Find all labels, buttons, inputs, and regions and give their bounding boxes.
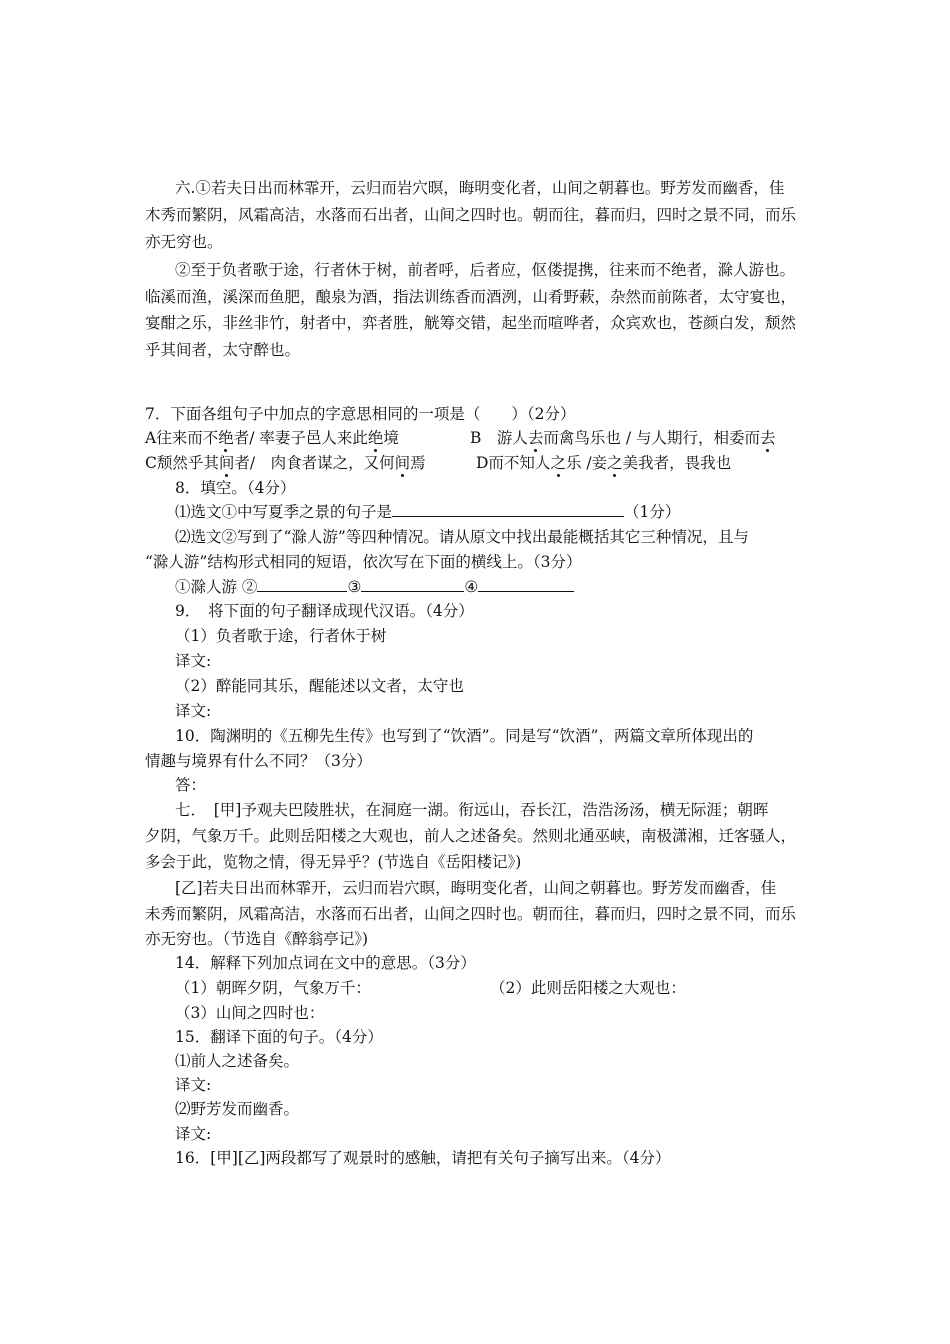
dotted-char: 去 [759,429,776,447]
dotted-char: 绝 [367,429,384,447]
s6-p2-line1: ②至于负者歌于途，行者休于树，前者呼，后者应，伛偻提携，往来而不绝者，滁人游也。 [175,261,796,279]
q15-translation2-label: 译文: [175,1125,212,1143]
q15-sentence1: ⑴前人之述备矣。 [175,1052,300,1070]
q7-option-d: D而不知人之乐 /妾之美我者，畏我也 [476,454,732,472]
q9-translation2-label: 译文: [175,702,212,720]
q10-answer-label: 答： [175,776,207,794]
q7-option-a: A往来而不绝者/ 率妻子邑人来此绝境 [145,429,399,447]
q8-title: 8．填空。（4分） [175,479,296,497]
dotted-char: 间 [218,454,235,472]
s6-p1-line2: 木秀而繁阴，风霜高洁，水落而石出者，山间之四时也。朝而往，暮而归，四时之景不同，而乐 [145,206,797,224]
dotted-char: 去 [527,429,544,447]
dotted-char: 绝 [218,429,234,447]
s6-p2-line3: 宴酣之乐，非丝非竹，射者中，弈者胜，觥筹交错，起坐而喧哗者，众宾欢也，苍颜白发，颓然 [145,314,797,332]
q14-item1: （1）朝晖夕阴，气象万千： [175,979,371,997]
dotted-char: 之 [607,454,623,472]
q8-line3: “滁人游”结构形式相同的短语，依次写在下面的横线上。（3分） [145,553,582,571]
q7-option-c: C颓然乎其间者/ 肉食者谋之，又何间焉 [145,454,426,472]
q14-title: 14．解释下列加点词在文中的意思。（3分） [175,954,476,972]
q8-line2: ⑵选文②写到了“滁人游”等四种情况。请从原文中找出最能概括其它三种情况，且与 [175,528,749,546]
s7-line6: 亦无穷也。（节选自《醉翁亭记》) [145,930,369,948]
q8-line1: ⑴选文①中写夏季之景的句子是 （1分） [175,503,681,521]
q10-line1: 10．陶渊明的《五柳先生传》也写到了“饮酒”。同是写“饮酒”，两篇文章所体现出的 [175,727,754,745]
s6-p2-line4: 乎其间者，太守醉也。 [145,341,301,359]
q9-translation1-label: 译文: [175,652,212,670]
answer-blank[interactable] [478,577,574,592]
s7-line5: 未秀而繁阴，风霜高洁，水落而石出者，山间之四时也。朝而往，暮而归，四时之景不同，而乐 [145,905,797,923]
s7-line3: 多会于此，览物之情，得无异乎？(节选自《岳阳楼记》) [145,853,522,871]
q15-translation1-label: 译文: [175,1076,212,1094]
answer-blank[interactable] [392,502,624,517]
q7-option-b: B 游人去而禽鸟乐也 / 与人期行，相委而去 [470,429,776,447]
s6-p1-line1: 六.①若夫日出而林霏开，云归而岩穴暝，晦明变化者，山间之朝暮也。野芳发而幽香，佳 [175,179,785,197]
s6-p1-line3: 亦无穷也。 [145,233,223,251]
s7-line1: 七． [甲]予观夫巴陵胜状，在洞庭一湖。衔远山，吞长江，浩浩汤汤，横无际涯；朝晖 [175,801,769,819]
dotted-char: 之 [550,454,566,472]
s7-line4: [乙]若夫日出而林霏开，云归而岩穴暝，晦明变化者，山间之朝暮也。野芳发而幽香，佳 [175,879,777,897]
q7-stem: 7．下面各组句子中加点的字意思相同的一项是（ ）（2分） [145,405,576,423]
q15-sentence2: ⑵野芳发而幽香。 [175,1100,300,1118]
q10-line2: 情趣与境界有什么不同？（3分） [145,752,372,770]
dotted-char: 间 [394,454,411,472]
q15-title: 15．翻译下面的句子。（4分） [175,1028,383,1046]
q9-sentence1: （1）负者歌于途，行者休于树 [175,627,387,645]
q9-sentence2: （2）醉能同其乐，醒能述以文者，太守也 [175,677,464,695]
q14-item3: （3）山间之四时也： [175,1004,325,1022]
q9-title: 9． 将下面的句子翻译成现代汉语。（4分） [175,602,474,620]
answer-blank[interactable] [257,577,347,592]
q8-line4: ①滁人游 ② ③ ④ [175,577,574,597]
q16-title: 16．[甲][乙]两段都写了观景时的感触，请把有关句子摘写出来。（4分） [175,1149,671,1167]
answer-blank[interactable] [361,577,464,592]
s6-p2-line2: 临溪而渔，溪深而鱼肥，酿泉为酒，指法训练香而酒洌，山肴野蔌，杂然而前陈者，太守宴也， [145,288,797,306]
q14-item2: （2）此则岳阳楼之大观也： [490,979,686,997]
s7-line2: 夕阴，气象万千。此则岳阳楼之大观也，前人之述备矣。然则北通巫峡，南极潇湘，迁客骚人， [145,827,797,845]
